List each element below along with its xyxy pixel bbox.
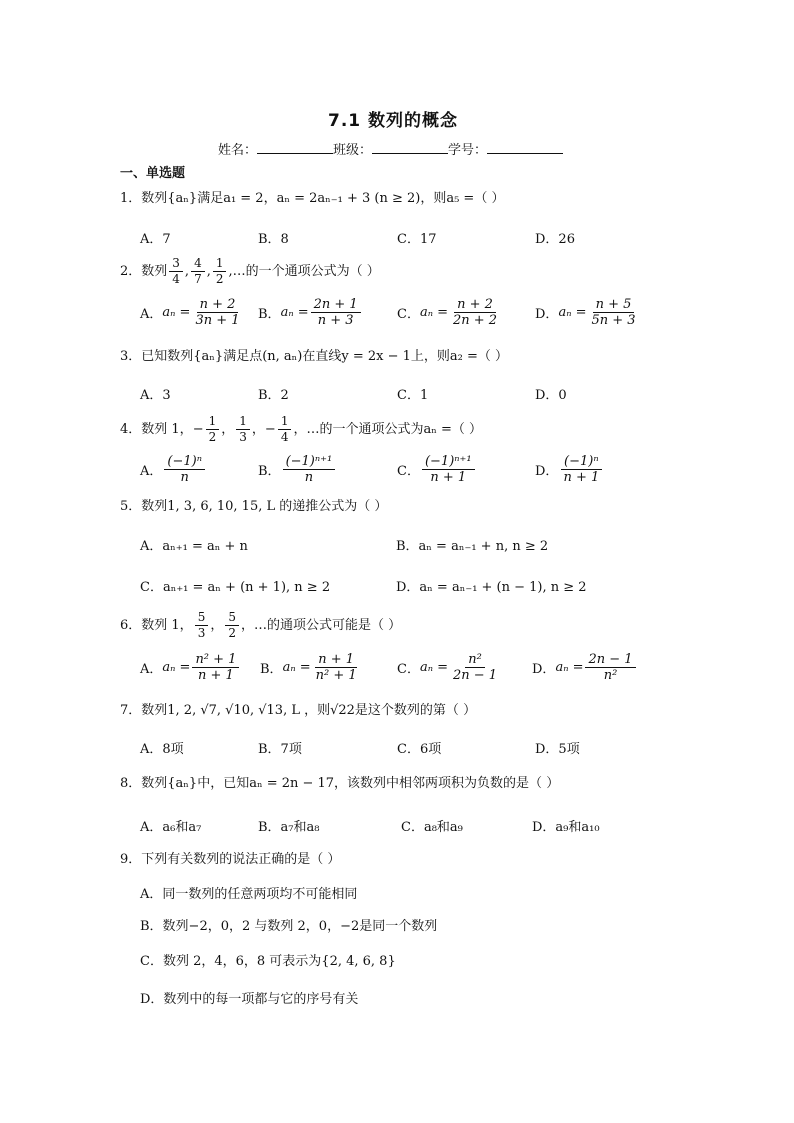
q7-option-c[interactable]: C．6项 (397, 742, 442, 757)
class-blank[interactable] (372, 141, 448, 154)
q4-stem-suffix: ，…的一个通项公式为aₙ =（ ） (293, 421, 482, 437)
question-8-stem: 8．数列{aₙ}中，已知aₙ = 2n − 17，该数列中相邻两项积为负数的是（ ） (120, 776, 560, 791)
q8-option-a[interactable]: A．a₆和a₇ (140, 820, 202, 835)
q1-option-c[interactable]: C．17 (397, 232, 437, 247)
q6-stem-suffix: ，…的通项公式可能是（ ） (240, 617, 402, 633)
question-5-stem: 5．数列1, 3, 6, 10, 15, L 的递推公式为（ ） (120, 499, 388, 514)
q8-option-c[interactable]: C．a₈和a₉ (401, 820, 463, 835)
q2-option-c[interactable]: C． aₙ = $\frac{n + 2}{2n + 2}$ (397, 297, 498, 328)
name-blank[interactable] (257, 141, 333, 154)
q5-option-c[interactable]: C．aₙ₊₁ = aₙ + (n + 1), n ≥ 2 (140, 580, 331, 595)
q4-seq-fraction-1: $\frac{1}{2}$ (206, 414, 220, 445)
id-blank[interactable] (487, 141, 563, 154)
q1-option-a[interactable]: A．7 (140, 232, 171, 247)
q2-seq-fraction-3: $\frac{1}{2}$ (213, 256, 227, 287)
q5-option-a[interactable]: A．aₙ₊₁ = aₙ + n (140, 539, 248, 554)
q7-option-a[interactable]: A．8项 (140, 742, 184, 757)
question-2-stem: 2．数列 $\frac{3}{4}$ , $\frac{4}{7}$ , $\frac{1}{2}$ ,…的一个通项公式为（ ） (120, 256, 380, 286)
q5-option-d[interactable]: D．aₙ = aₙ₋₁ + (n − 1), n ≥ 2 (396, 580, 587, 595)
q2-option-d[interactable]: D． aₙ = $\frac{n + 5}{5n + 3}$ (535, 297, 636, 328)
q6-option-b[interactable]: B． aₙ = $\frac{n + 1}{\text{n² + 1}}$ (260, 652, 357, 683)
q4-stem-prefix: 4．数列 1， (120, 421, 193, 437)
q6-seq-fraction-2: $\frac{5}{2}$ (225, 610, 239, 641)
name-label: 姓名： (218, 143, 258, 158)
q9-option-a[interactable]: A．同一数列的任意两项均不可能相同 (140, 887, 358, 902)
question-9-stem: 9．下列有关数列的说法正确的是（ ） (120, 852, 341, 867)
q5-option-b[interactable]: B．aₙ = aₙ₋₁ + n, n ≥ 2 (396, 539, 549, 554)
q4-option-c[interactable]: C． $\frac{\text{(−1)ⁿ⁺¹}}{n + 1}$ (397, 454, 477, 485)
q7-option-b[interactable]: B．7项 (258, 742, 302, 757)
question-4-stem: 4．数列 1， − $\frac{1}{2}$ ， $\frac{1}{3}$ ， − $\frac{1}{4}$ ，…的一个通项公式为aₙ =（ ） (120, 414, 482, 444)
q8-option-d[interactable]: D．a₉和a₁₀ (532, 820, 600, 835)
q8-option-b[interactable]: B．a₇和a₈ (258, 820, 320, 835)
student-info-line (218, 139, 563, 158)
class-label: 班级： (333, 143, 373, 158)
q3-option-b[interactable]: B．2 (258, 388, 289, 403)
section-heading: 一、单选题 (120, 166, 186, 181)
q2-seq-fraction-1: $\frac{3}{4}$ (169, 256, 183, 287)
q4-option-d[interactable]: D． $\frac{\text{(−1)ⁿ}}{n + 1}$ (535, 454, 604, 485)
q6-seq-fraction-1: $\frac{5}{3}$ (195, 610, 209, 641)
question-1-stem: 1．数列{aₙ}满足a₁ = 2，aₙ = 2aₙ₋₁ + 3 (n ≥ 2)，则a₅ =（ ） (120, 191, 505, 206)
q9-option-d[interactable]: D．数列中的每一项都与它的序号有关 (140, 992, 359, 1007)
question-7-stem: 7．数列1, 2, √7, √10, √13, L ，则√22是这个数列的第（ ） (120, 703, 477, 718)
q2-seq-fraction-2: $\frac{4}{7}$ (191, 256, 205, 287)
q2-option-a[interactable]: A． aₙ = $\frac{n + 2}{3n + 1}$ (140, 297, 240, 328)
q9-option-c[interactable]: C．数列 2，4，6，8 可表示为{2, 4, 6, 8} (140, 954, 396, 969)
id-label: 学号： (448, 143, 488, 158)
q6-option-c[interactable]: C． aₙ = $\frac{\text{n²}}{2n - 1}$ (397, 652, 498, 683)
q6-option-a[interactable]: A． aₙ = $\frac{\text{n² + 1}}{n + 1}$ (140, 652, 241, 683)
q7-option-d[interactable]: D．5项 (535, 742, 580, 757)
question-3-stem: 3．已知数列{aₙ}满足点(n, aₙ)在直线y = 2x − 1上，则a₂ =（ ） (120, 349, 508, 364)
q4-seq-fraction-2: $\frac{1}{3}$ (236, 414, 250, 445)
q4-option-a[interactable]: A． $\frac{\text{(−1)ⁿ}}{n}$ (140, 454, 207, 485)
question-6-stem: 6．数列 1， $\frac{5}{3}$ ， $\frac{5}{2}$ ，…的通项公式可能是（ ） (120, 610, 402, 640)
q2-option-b[interactable]: B． aₙ = $\frac{2n + 1}{n + 3}$ (258, 297, 363, 328)
q4-option-b[interactable]: B． $\frac{\text{(−1)ⁿ⁺¹}}{n}$ (258, 454, 337, 485)
q4-seq-fraction-3: $\frac{1}{4}$ (278, 414, 292, 445)
q6-option-d[interactable]: D． aₙ = $\frac{2n - 1}{\text{n²}}$ (532, 652, 638, 683)
q3-option-d[interactable]: D．0 (535, 388, 567, 403)
q3-option-a[interactable]: A．3 (140, 388, 171, 403)
q1-option-b[interactable]: B．8 (258, 232, 289, 247)
q3-option-c[interactable]: C．1 (397, 388, 429, 403)
q9-option-b[interactable]: B．数列−2，0，2 与数列 2，0，−2是同一个数列 (140, 919, 438, 934)
q2-stem-prefix: 2．数列 (120, 263, 168, 279)
q2-stem-suffix: ,…的一个通项公式为（ ） (228, 263, 380, 279)
page-title: 7.1 数列的概念 (328, 111, 459, 131)
q6-stem-prefix: 6．数列 1， (120, 617, 193, 633)
q1-option-d[interactable]: D．26 (535, 232, 575, 247)
